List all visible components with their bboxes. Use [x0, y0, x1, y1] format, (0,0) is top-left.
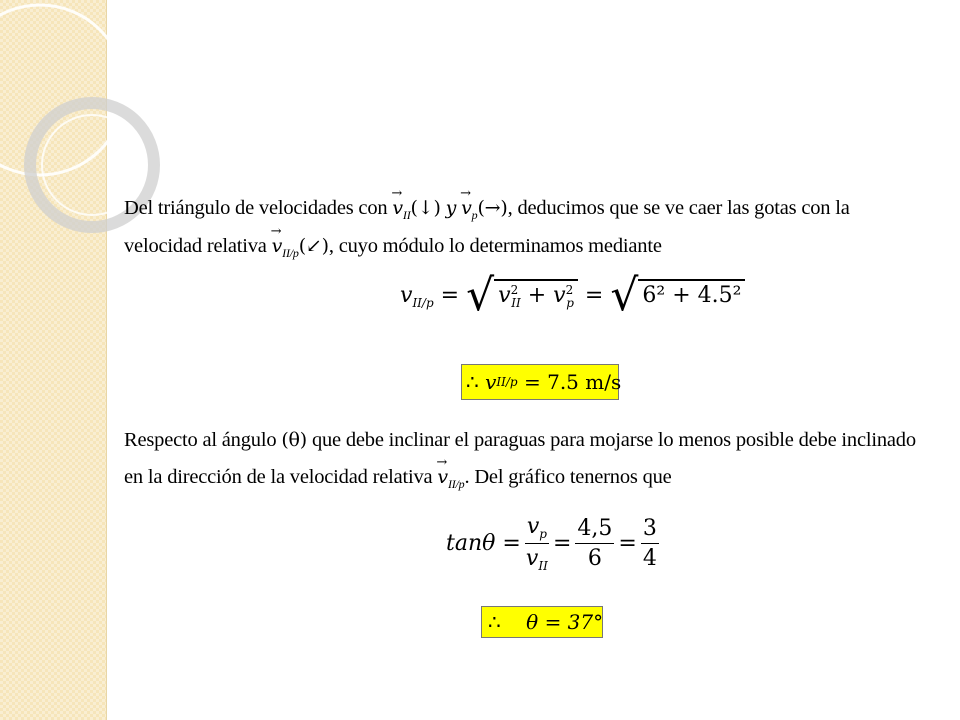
- velocity-result-box: ∴ v II/p = 7.5 m/s: [461, 364, 619, 400]
- angle-result-box: ∴ θ = 37°: [481, 606, 603, 638]
- paragraph-1-line-1: Del triángulo de velocidades con → $v_{II}(↓) y \to v_p(\to)$, deducimos que se ve caer las gotas con la: [124, 190, 850, 233]
- velocity-magnitude-equation: $v_{II/p}$ = √ $v^2_{II} + v^2_p$ = √ 6² + 4.5²: [400, 270, 745, 321]
- paragraph-2-line-1: Respecto al ángulo (θ) que debe inclinar el paraguas para mojarse lo menos posible debe inclinado: [124, 429, 916, 451]
- tangent-equation: tanθ = $\frac{v_p}{v_{II}}$ = $\frac{4,5}{6}$ = $\frac{3}{4}$: [446, 514, 657, 573]
- paragraph-1-line-2: velocidad relativa → $v_{II/p}(↙)$, cuyo módulo lo determinamos mediante: [124, 228, 662, 271]
- paragraph-2-line-2: en la dirección de la velocidad relativa → $v_{II/p}$. Del gráfico tenernos que: [124, 459, 672, 502]
